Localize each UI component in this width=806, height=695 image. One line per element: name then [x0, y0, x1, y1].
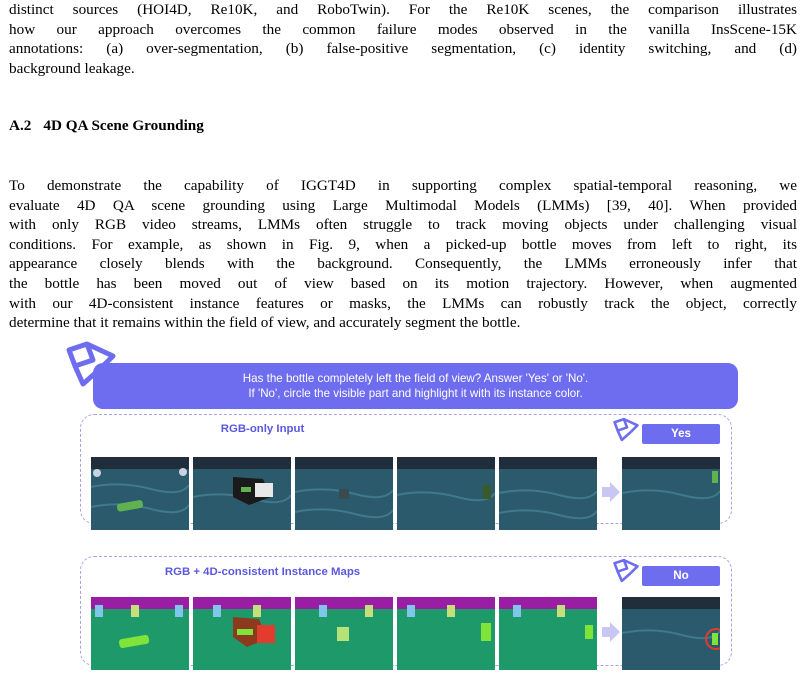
body-line: the bottle has been moved out of view based on its motion trajectory. However, when augmented: [9, 274, 797, 292]
instance-frame-2: [193, 597, 291, 670]
instance-frame-result: [622, 597, 720, 670]
intro-paragraph: [9, 0, 797, 78]
instance-frame-3: [295, 597, 393, 670]
instance-frame-5: [499, 597, 597, 670]
body-line: To demonstrate the capability of IGGT4D in supporting complex spatial-temporal reasoning, we: [9, 177, 797, 194]
rgb-panel-title: RGB-only Input: [220, 423, 305, 435]
section-number: A.2: [9, 117, 32, 134]
instance-panel-title: RGB + 4D-consistent Instance Maps: [164, 566, 361, 578]
intro-line: annotations: (a) over-segmentation, (b) false-positive segmentation, (c) identity switching, and (d): [9, 40, 797, 58]
instance-frame-1: [91, 597, 189, 670]
question-bar: [93, 363, 738, 409]
instance-frame-4: [397, 597, 495, 670]
rgb-frame-result: [622, 457, 720, 530]
arrow-right-icon: [602, 622, 620, 642]
arrow-right-icon: [602, 482, 620, 502]
answer-yes-badge: Yes: [642, 424, 720, 444]
lmm-logo-icon: [611, 416, 641, 442]
section-title: 4D QA Scene Grounding: [43, 117, 204, 134]
question-line-1: Has the bottle completely left the field of view? Answer 'Yes' or 'No'.: [242, 372, 589, 385]
rgb-frame-3: [295, 457, 393, 530]
lmm-logo-icon: [611, 557, 641, 583]
question-line-2: If 'No', circle the visible part and highlight it with its instance color.: [248, 387, 583, 400]
intro-line: distinct sources (HOI4D, Re10K, and RoboTwin). For the Re10K scenes, the comparison illustrates: [9, 1, 797, 18]
intro-line: how our approach overcomes the common failure modes observed in the vanilla InsScene-15K: [9, 20, 797, 38]
body-paragraph: [9, 176, 797, 333]
answer-no-badge: No: [642, 566, 720, 586]
body-line: evaluate 4D QA scene grounding using Large Multimodal Models (LMMs) [39, 40]. When provided: [9, 196, 797, 214]
body-line: appearance closely blends with the background. Consequently, the LMMs erroneously infer that: [9, 255, 797, 273]
body-line: determine that it remains within the field of view, and accurately segment the bottle.: [9, 314, 521, 332]
body-line: conditions. For example, as shown in Fig. 9, when a picked-up bottle moves from left to right, its: [9, 235, 797, 253]
intro-line: background leakage.: [9, 59, 135, 77]
rgb-frame-1: [91, 457, 189, 530]
section-heading: [9, 117, 204, 135]
rgb-frame-2: [193, 457, 291, 530]
rgb-frame-5: [499, 457, 597, 530]
body-line: with our 4D-consistent instance features or masks, the LMMs can robustly track the object, correctly: [9, 294, 797, 312]
body-line: with only RGB video streams, LMMs often struggle to track moving objects under challenging visual: [9, 216, 797, 234]
rgb-frame-4: [397, 457, 495, 530]
